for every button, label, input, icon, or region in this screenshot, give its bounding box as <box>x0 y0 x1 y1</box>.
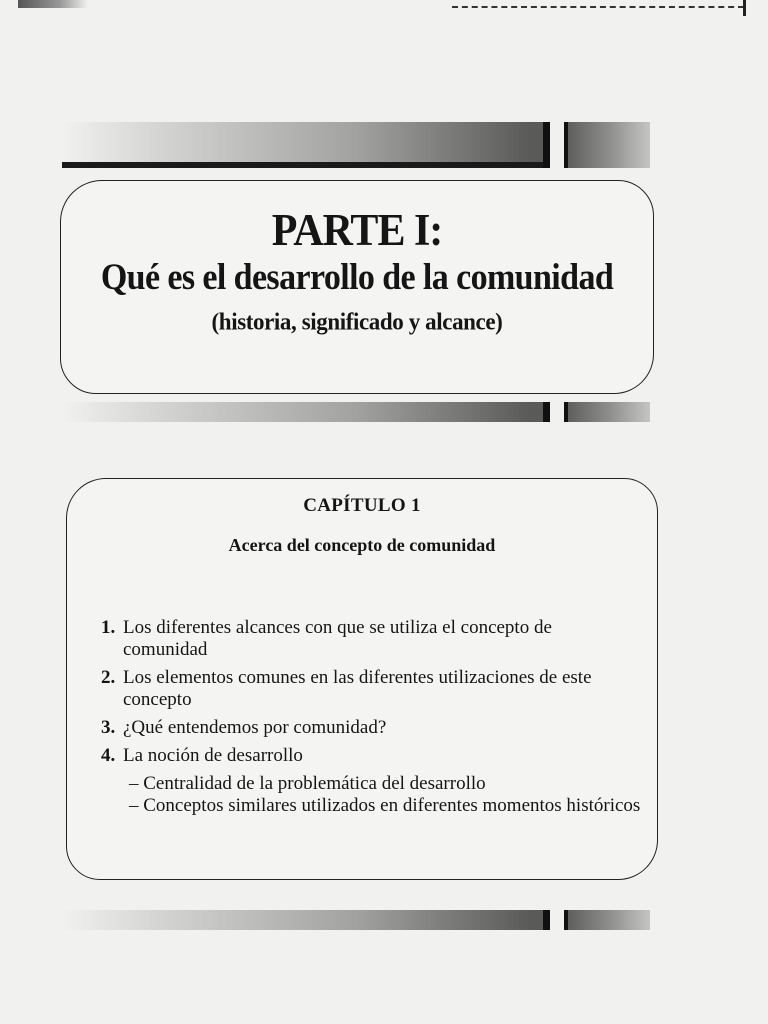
contents-item <box>101 745 641 767</box>
item-number: 1. <box>101 617 116 638</box>
part-label: PARTE I: <box>271 206 443 256</box>
part-subtitle: (historia, significado y alcance) <box>211 308 503 335</box>
item-number: 4. <box>101 745 116 766</box>
item-text: Los diferentes alcances con que se utiliza el concepto de comunidad <box>123 617 552 660</box>
contents-item <box>101 717 641 739</box>
page-edge-shadow <box>18 0 88 8</box>
decorative-band-middle <box>62 402 650 422</box>
contents-item <box>101 667 641 711</box>
chapter-contents <box>101 617 641 817</box>
contents-subitems <box>129 773 641 817</box>
item-text: Los elementos comunes en las diferentes utilizaciones de este concepto <box>123 667 592 710</box>
part-title: Qué es el desarrollo de la comunidad <box>100 257 614 298</box>
part-heading-panel <box>60 180 654 394</box>
chapter-title: Acerca del concepto de comunidad <box>228 535 496 555</box>
decorative-band-bottom <box>62 910 650 930</box>
chapter-panel <box>66 478 658 880</box>
decorative-band-top <box>62 122 650 168</box>
chapter-label: CAPÍTULO 1 <box>303 495 421 516</box>
page-edge-line <box>452 0 744 8</box>
contents-item <box>101 617 641 661</box>
item-number: 3. <box>101 717 116 738</box>
subitem-text: – Centralidad de la problemática del desarrollo <box>129 773 486 794</box>
item-text: La noción de desarrollo <box>123 745 303 766</box>
item-number: 2. <box>101 667 116 688</box>
item-text: ¿Qué entendemos por comunidad? <box>123 717 387 738</box>
subitem-text: – Conceptos similares utilizados en diferentes momentos históricos <box>129 795 641 816</box>
